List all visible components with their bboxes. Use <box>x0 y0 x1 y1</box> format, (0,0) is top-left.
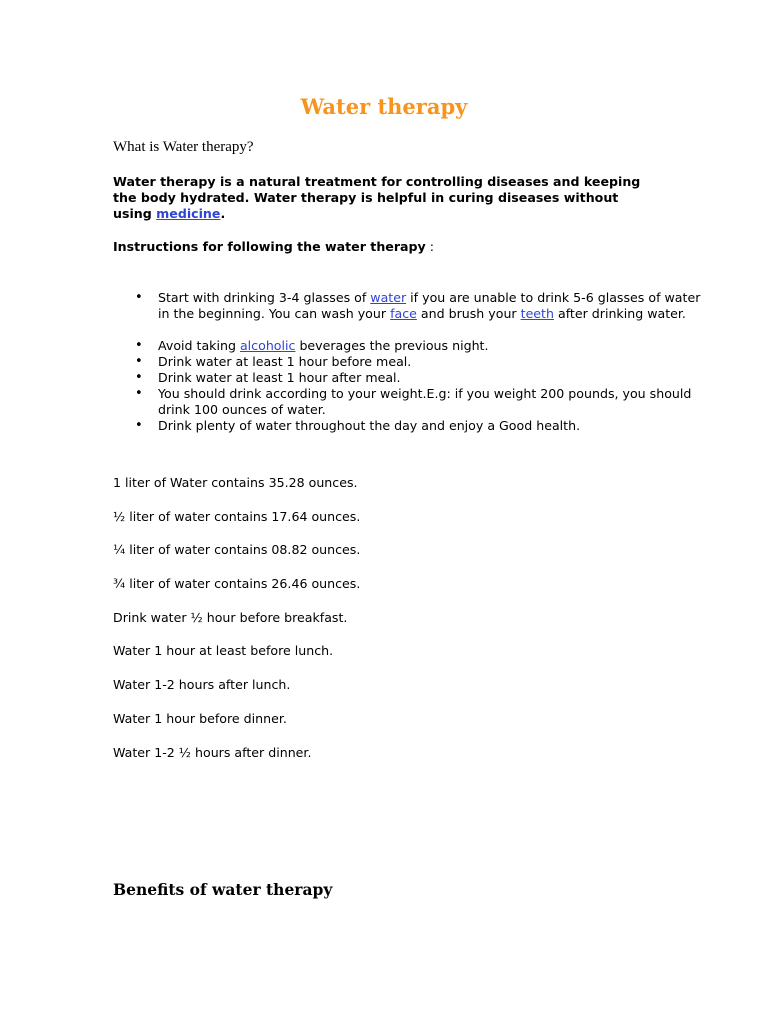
list-item: • Drink plenty of water throughout the day and enjoy a Good health. <box>158 418 703 434</box>
instructions-colon: : <box>425 239 435 254</box>
list-item: • Drink water at least 1 hour before meal. <box>158 354 703 370</box>
fact-line: 1 liter of Water contains 35.28 ounces. <box>113 475 358 490</box>
list-item-text: Avoid taking <box>158 338 240 353</box>
water-link[interactable]: water <box>370 290 407 305</box>
medicine-link[interactable]: medicine <box>156 206 221 221</box>
list-item <box>158 338 703 354</box>
page-title: Water therapy <box>300 94 468 119</box>
list-item: • You should drink according to your weight.E.g: if you weight 200 pounds, you should drink 100 ounces of water. <box>158 386 703 418</box>
list-item: • Drink water at least 1 hour after meal. <box>158 370 703 386</box>
intro-end: . <box>220 206 226 221</box>
list-item-text: after drinking water. <box>553 306 686 321</box>
fact-line: ½ liter of water contains 17.64 ounces. <box>113 509 361 524</box>
instructions-heading <box>113 239 434 255</box>
fact-line: Water 1-2 hours after lunch. <box>113 677 291 692</box>
fact-line: ¾ liter of water contains 26.46 ounces. <box>113 576 361 591</box>
list-item-text: beverages the previous night. <box>295 338 489 353</box>
teeth-link[interactable]: teeth <box>520 306 554 321</box>
fact-line: ¼ liter of water contains 08.82 ounces. <box>113 542 361 557</box>
list-item-text: Start with drinking 3-4 glasses of <box>158 290 371 305</box>
fact-line: Drink water ½ hour before breakfast. <box>113 610 348 625</box>
list-item-text: if you are unable to drink 5-6 glasses of water in the beginning. You can wash your <box>158 290 701 321</box>
fact-line: Water 1 hour at least before lunch. <box>113 643 334 658</box>
list-item-text: and brush your <box>416 306 521 321</box>
fact-line: Water 1-2 ½ hours after dinner. <box>113 745 312 760</box>
instructions-list <box>113 290 703 434</box>
fact-line: Water 1 hour before dinner. <box>113 711 287 726</box>
instructions-heading-text: Instructions for following the water therapy <box>113 239 426 254</box>
question-text: What is Water therapy? <box>113 139 254 155</box>
alcoholic-link[interactable]: alcoholic <box>239 338 296 353</box>
face-link[interactable]: face <box>390 306 417 321</box>
intro-paragraph <box>113 174 658 222</box>
benefits-heading: Benefits of water therapy <box>113 880 333 899</box>
list-item <box>158 290 703 322</box>
intro-text: Water therapy is a natural treatment for controlling diseases and keeping the body hydrated. Water therapy is helpful in curing diseases without using <box>113 174 641 221</box>
